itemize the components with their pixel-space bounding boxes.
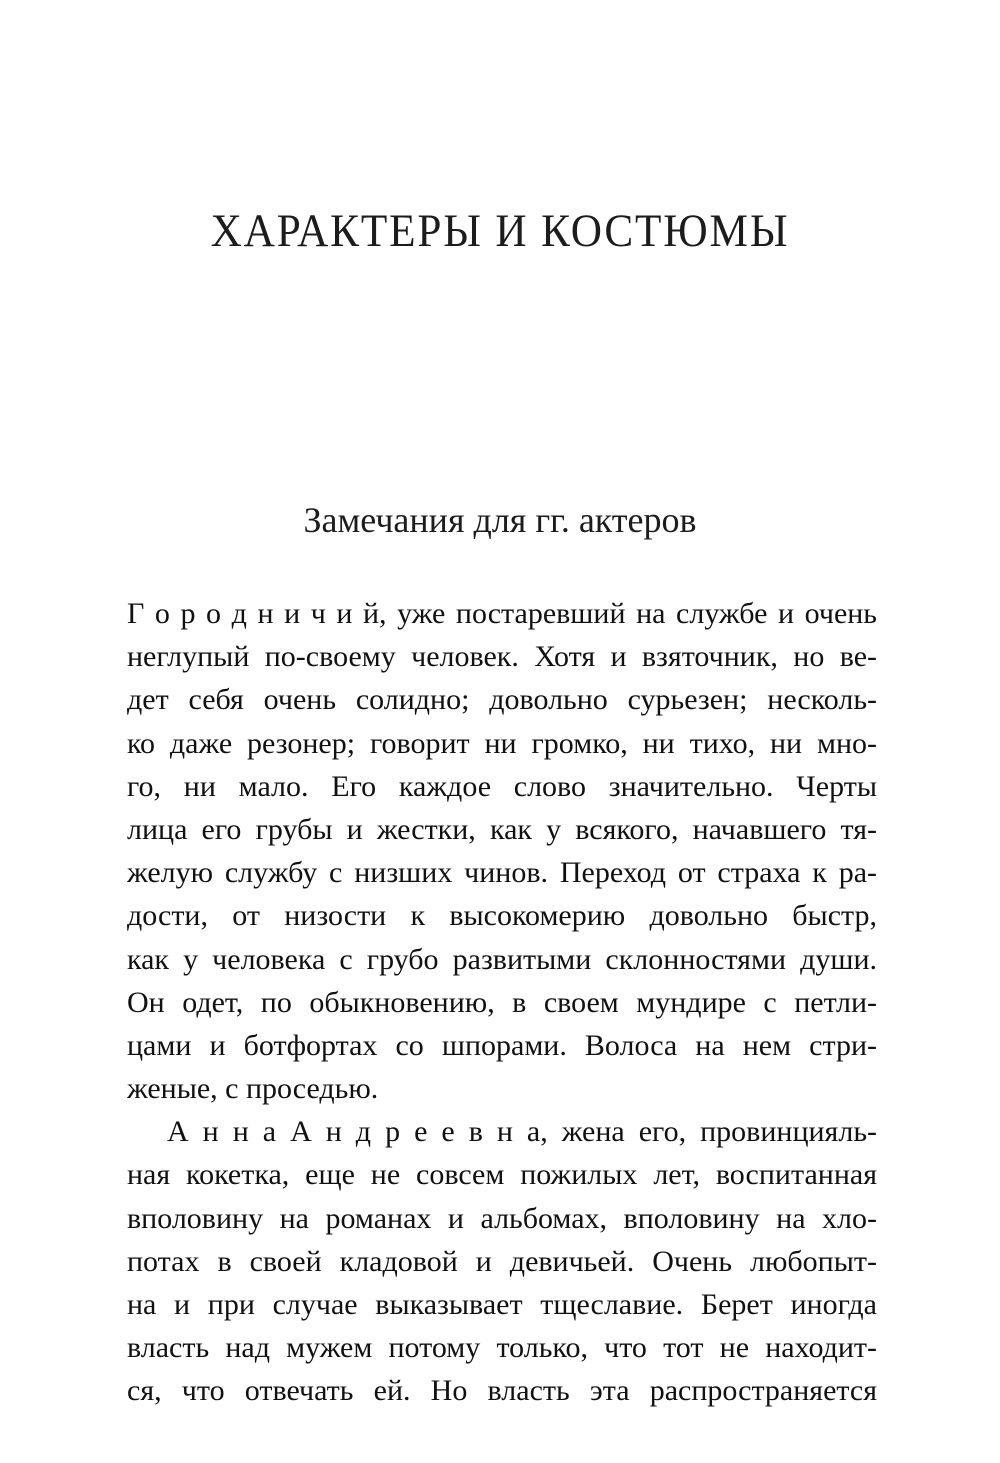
- text-line: Г о р о д н и ч и й, уже постаревший на службе и очень: [127, 597, 877, 630]
- text-line: лица его грубы и жестки, как у всякого, начавшего тя-: [127, 812, 877, 846]
- text-line: Он одет, по обыкновению, в своем мундире с петли-: [127, 985, 877, 1019]
- text-line: вполовину на романах и альбомах, вполовину на хло-: [127, 1201, 877, 1235]
- text-line: цами и ботфортах со шпорами. Волоса на нем стри-: [127, 1028, 877, 1062]
- text-line: ся, что отвечать ей. Но власть эта распространяется: [127, 1374, 877, 1408]
- text-line: ко даже резонер; говорит ни громко, ни тихо, ни мно-: [127, 726, 877, 760]
- text-line: как у человека с грубо развитыми склонностями души.: [127, 942, 877, 976]
- body-text: [127, 592, 877, 1413]
- text-line: дости, от низости к высокомерию довольно быстр,: [127, 899, 877, 933]
- text-line: ная кокетка, еще не совсем пожилых лет, воспитанная: [127, 1158, 877, 1192]
- text-line: желую службу с низших чинов. Переход от страха к ра-: [127, 856, 877, 890]
- text-line: го, ни мало. Его каждое слово значительно. Черты: [127, 769, 877, 803]
- section-subtitle: Замечания для гг. актеров: [303, 500, 697, 540]
- chapter-title: ХАРАКТЕРЫ И КОСТЮМЫ: [210, 205, 790, 257]
- text-line: женые, с проседью.: [127, 1072, 379, 1106]
- text-line: А н н а А н д р е е в н а, жена его, провинцияль-: [167, 1115, 877, 1149]
- text-line: неглупый по-своему человек. Хотя и взяточник, но ве-: [127, 640, 877, 674]
- text-line: дет себя очень солидно; довольно сурьезен; несколь-: [127, 683, 877, 717]
- text-line: власть над мужем потому только, что тот не находит-: [127, 1331, 877, 1365]
- text-line: потах в своей кладовой и девичьей. Очень любопыт-: [127, 1244, 877, 1278]
- text-line: на и при случае выказывает тщеславие. Берет иногда: [127, 1288, 877, 1321]
